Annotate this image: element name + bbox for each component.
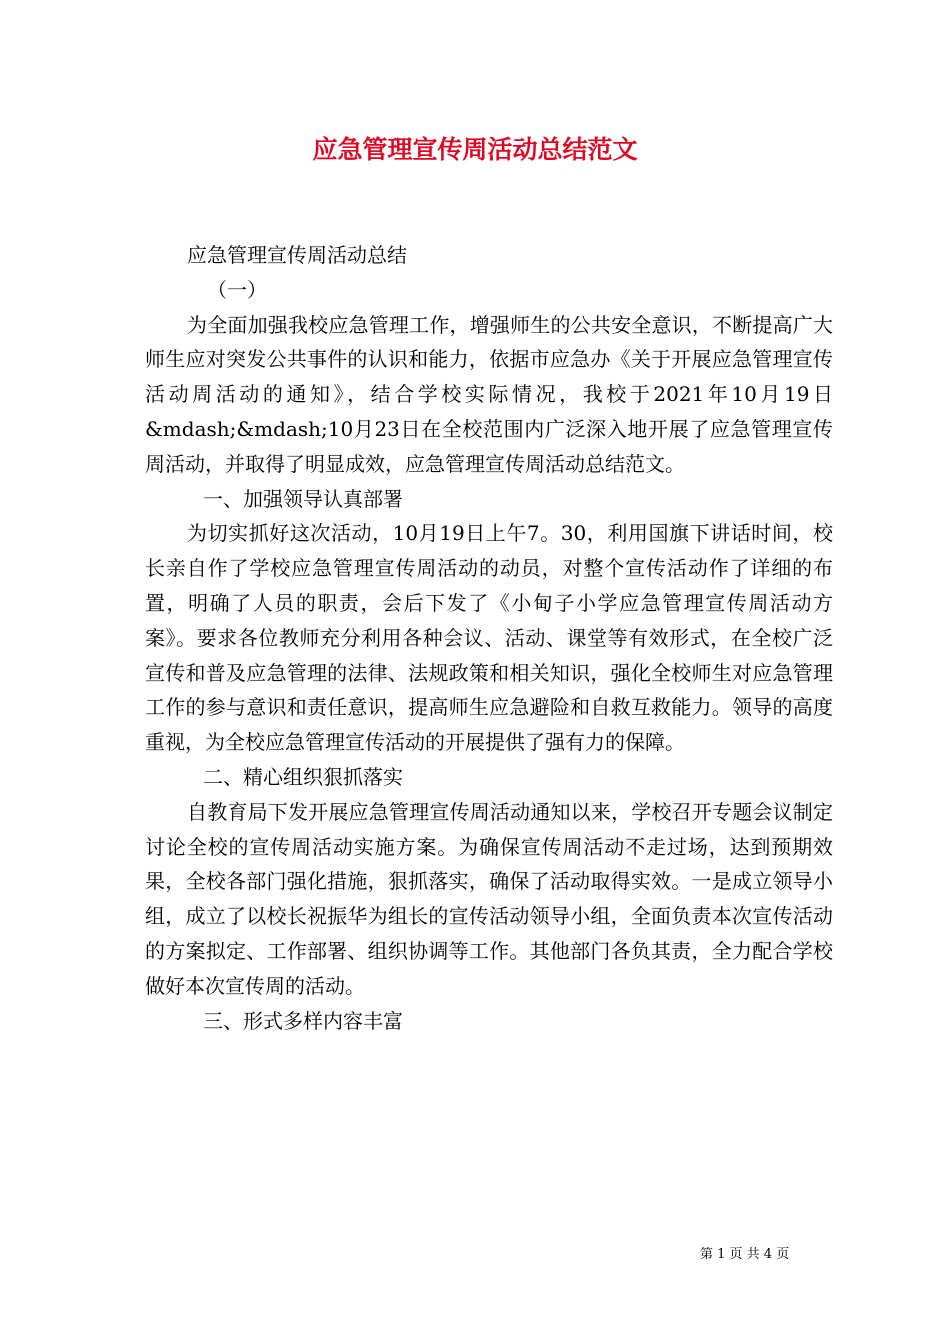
section-heading-2: 二、精心组织狠抓落实 xyxy=(203,764,403,789)
section-text-2: 自教育局下发开展应急管理宣传周活动通知以来，学校召开专题会议制定讨论全校的宣传周活动实施方案。为确保宣传周活动不走过场，达到预期效果，全校各部门强化措施，狠抓落实，确保了活动取得实效。一是成立领导小组，成立了以校长祝振华为组长的宣传活动领导小组，全面负责本次宣传活动的方案拟定、工作部署、组织协调等工作。其他部门各负其责，全力配合学校做好本次宣传周的活动。 xyxy=(145,799,833,998)
document-title: 应急管理宣传周活动总结范文 xyxy=(312,135,638,164)
section-heading-3: 三、形式多样内容丰富 xyxy=(203,1008,403,1033)
section-number: （一） xyxy=(207,277,267,302)
document-subtitle: 应急管理宣传周活动总结 xyxy=(187,243,407,267)
section-heading-1: 一、加强领导认真部署 xyxy=(203,486,403,511)
section-text-1: 为切实抓好这次活动，10月19日上午7。30，利用国旗下讲话时间，校长亲自作了学校应急管理宣传周活动的动员，对整个宣传活动作了详细的布置，明确了人员的职责，会后下发了《小甸子小学应急管理宣传周活动方案》。要求各位教师充分利用各种会议、活动、课堂等有效形式，在全校广泛宣传和普及应急管理的法律、法规政策和相关知识，强化全校师生对应急管理工作的参与意识和责任意识，提高师生应急避险和自救互救能力。领导的高度重视，为全校应急管理宣传活动的开展提供了强有力的保障。 xyxy=(145,521,833,755)
intro-paragraph: 为全面加强我校应急管理工作，增强师生的公共安全意识，不断提高广大师生应对突发公共事件的认识和能力，依据市应急办《关于开展应急管理宣传活动周活动的通知》，结合学校实际情况，我校于2021年10月19日&mdash;&mdash;10月23日在全校范围内广泛深入地开展了应急管理宣传周活动，并取得了明显成效，应急管理宣传周活动总结范文。 xyxy=(145,312,833,476)
document-body xyxy=(145,238,833,1038)
page-footer: 第 1 页 共 4 页 xyxy=(700,1247,790,1262)
